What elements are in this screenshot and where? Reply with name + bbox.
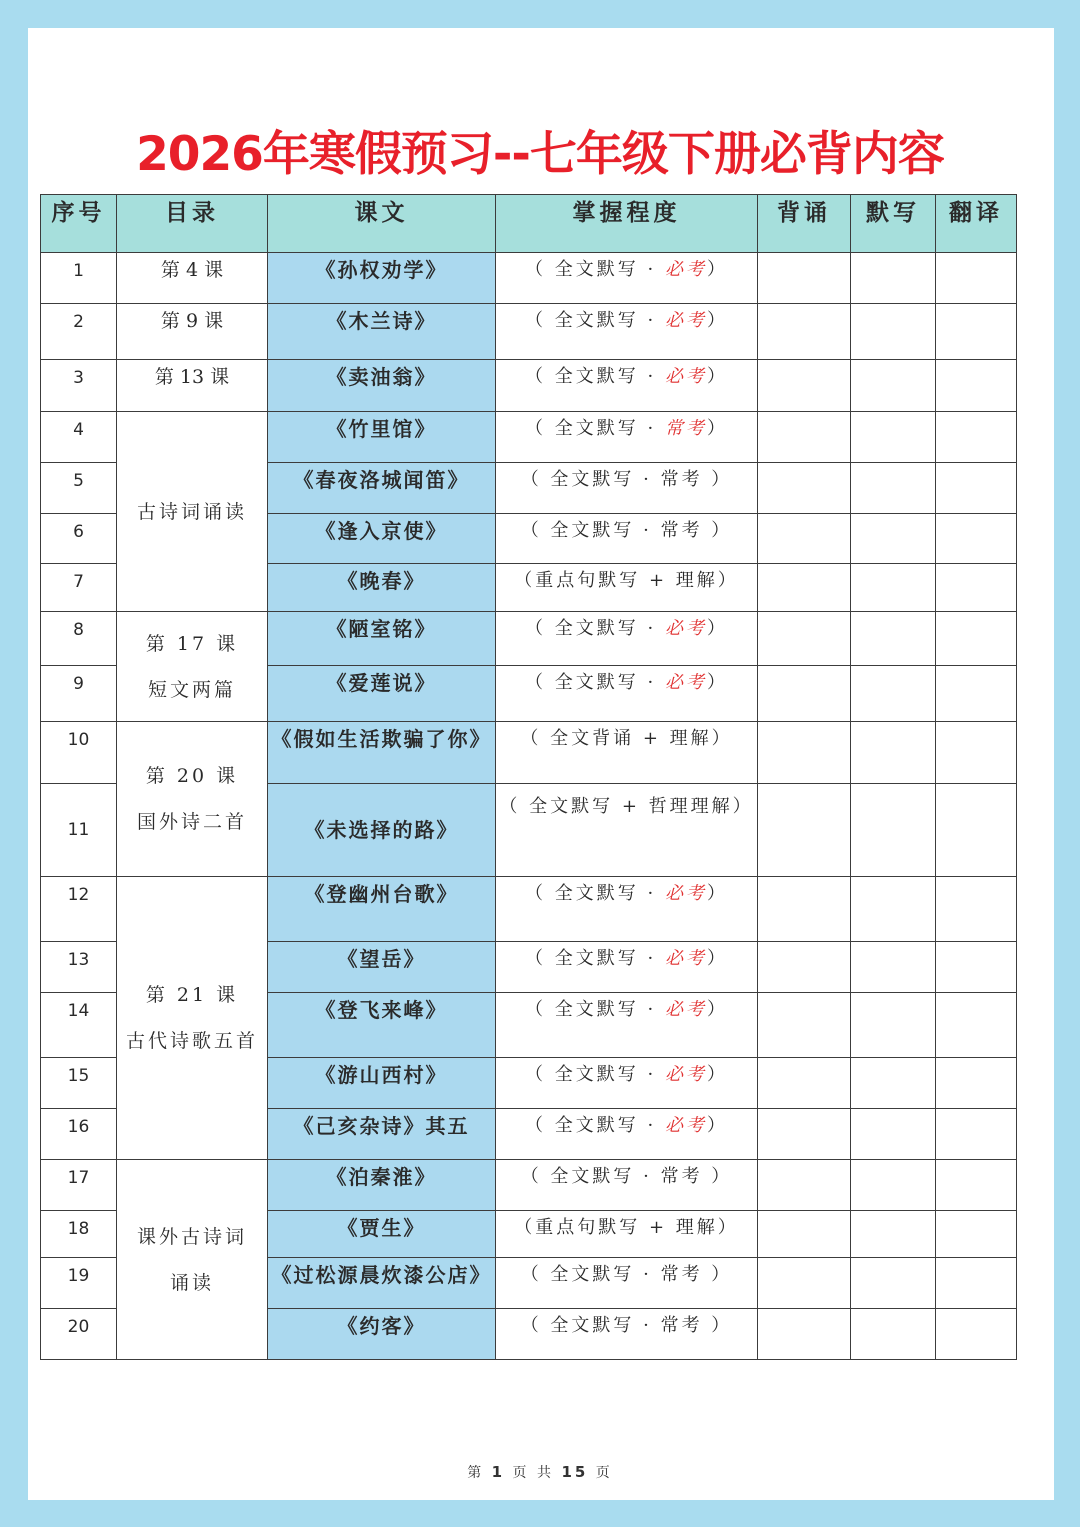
mastery-close: ）	[706, 672, 728, 693]
lesson-title: 《游山西村》	[268, 1058, 496, 1109]
mastery-close: ）	[706, 618, 728, 639]
row-number: 7	[41, 564, 117, 612]
dictation-check[interactable]	[851, 993, 936, 1058]
table-header-row	[41, 195, 1017, 253]
mastery-tag: 必考	[664, 672, 707, 693]
page-title: 2026年寒假预习--七年级下册必背内容	[136, 127, 944, 182]
row-number: 17	[41, 1160, 117, 1211]
mastery-text: （ 全文默写 ·	[525, 310, 665, 331]
lesson-title: 《泊秦淮》	[268, 1160, 496, 1211]
lesson-title: 《己亥杂诗》其五	[268, 1109, 496, 1160]
mastery-text: （ 全文默写 ·	[525, 1064, 665, 1085]
lesson-title: 《晚春》	[268, 564, 496, 612]
dictation-check[interactable]	[851, 463, 936, 514]
translate-check[interactable]	[936, 253, 1017, 304]
catalog-lesson: 课外古诗词	[136, 1225, 247, 1248]
row-number: 1	[41, 253, 117, 304]
translate-check[interactable]	[936, 612, 1017, 666]
table-row	[41, 360, 1017, 412]
header-dictation: 默写	[851, 195, 936, 253]
dictation-check[interactable]	[851, 360, 936, 412]
row-number: 10	[41, 722, 117, 784]
mastery-text: （ 全文默写 ·	[525, 1115, 665, 1136]
dictation-check[interactable]	[851, 877, 936, 942]
mastery-close: ）	[706, 366, 728, 387]
translate-check[interactable]	[936, 1309, 1017, 1360]
catalog-lesson: 第 20 课	[145, 765, 239, 787]
mastery-tag: 必考	[664, 948, 707, 969]
row-number: 5	[41, 463, 117, 514]
row-number: 2	[41, 304, 117, 360]
mastery-cell: （ 全文背诵 + 理解）	[496, 722, 758, 784]
recite-check[interactable]	[758, 463, 851, 514]
mastery-cell	[496, 304, 758, 360]
catalog-subtitle: 国外诗二首	[136, 811, 247, 833]
lesson-title: 《木兰诗》	[268, 304, 496, 360]
current-page: 1	[491, 1463, 506, 1481]
recite-check[interactable]	[758, 564, 851, 612]
mastery-close: ）	[706, 1064, 728, 1085]
mastery-text: （ 全文默写 ·	[525, 999, 665, 1020]
recitation-table	[40, 194, 1017, 1360]
mastery-close: ）	[706, 418, 728, 439]
mastery-close: ）	[706, 1115, 728, 1136]
translate-check[interactable]	[936, 877, 1017, 942]
catalog-cell	[117, 1160, 268, 1360]
header-no: 序号	[41, 195, 117, 253]
catalog-cell	[117, 612, 268, 722]
mastery-text: （ 全文默写 ·	[525, 418, 665, 439]
translate-check[interactable]	[936, 784, 1017, 877]
page-footer	[0, 1462, 1080, 1482]
recite-check[interactable]	[758, 1160, 851, 1211]
row-number: 8	[41, 612, 117, 666]
catalog-subtitle: 古代诗歌五首	[125, 1030, 258, 1052]
catalog-subtitle: 诵读	[169, 1271, 214, 1294]
row-number: 14	[41, 993, 117, 1058]
lesson-title: 《望岳》	[268, 942, 496, 993]
translate-check[interactable]	[936, 463, 1017, 514]
dictation-check[interactable]	[851, 784, 936, 877]
mastery-text: （ 全文默写 ·	[525, 618, 665, 639]
dictation-check[interactable]	[851, 942, 936, 993]
dictation-check[interactable]	[851, 564, 936, 612]
lesson-title: 《贾生》	[268, 1211, 496, 1258]
footer-middle: 页 共	[512, 1465, 554, 1481]
translate-check[interactable]	[936, 1058, 1017, 1109]
recite-check[interactable]	[758, 1058, 851, 1109]
mastery-cell: （ 全文默写 · 常考 ）	[496, 1160, 758, 1211]
lesson-title: 《卖油翁》	[268, 360, 496, 412]
recite-check[interactable]	[758, 784, 851, 877]
mastery-tag: 必考	[664, 883, 707, 904]
lesson-title: 《登飞来峰》	[268, 993, 496, 1058]
lesson-title: 《竹里馆》	[268, 412, 496, 463]
dictation-check[interactable]	[851, 1309, 936, 1360]
dictation-check[interactable]	[851, 253, 936, 304]
recite-check[interactable]	[758, 253, 851, 304]
table-row	[41, 253, 1017, 304]
mastery-cell	[496, 253, 758, 304]
mastery-cell	[496, 942, 758, 993]
table-row	[41, 877, 1017, 942]
translate-check[interactable]	[936, 722, 1017, 784]
translate-check[interactable]	[936, 993, 1017, 1058]
lesson-title: 《未选择的路》	[268, 784, 496, 877]
row-number: 9	[41, 666, 117, 722]
translate-check[interactable]	[936, 514, 1017, 564]
footer-prefix: 第	[467, 1465, 485, 1481]
row-number: 11	[41, 784, 117, 877]
footer-suffix: 页	[595, 1465, 613, 1481]
mastery-text: （ 全文默写 ·	[525, 366, 665, 387]
mastery-cell	[496, 1109, 758, 1160]
recite-check[interactable]	[758, 1258, 851, 1309]
table-row	[41, 1160, 1017, 1211]
mastery-cell: （ 全文默写 · 常考 ）	[496, 1309, 758, 1360]
lesson-title: 《约客》	[268, 1309, 496, 1360]
translate-check[interactable]	[936, 564, 1017, 612]
lesson-title: 《陋室铭》	[268, 612, 496, 666]
mastery-tag: 必考	[664, 310, 707, 331]
row-number: 13	[41, 942, 117, 993]
translate-check[interactable]	[936, 1109, 1017, 1160]
translate-check[interactable]	[936, 942, 1017, 993]
mastery-cell	[496, 877, 758, 942]
mastery-cell	[496, 612, 758, 666]
mastery-cell	[496, 666, 758, 722]
table-row	[41, 612, 1017, 666]
mastery-cell: （ 全文默写 · 常考 ）	[496, 463, 758, 514]
recite-check[interactable]	[758, 514, 851, 564]
recite-check[interactable]	[758, 1309, 851, 1360]
dictation-check[interactable]	[851, 612, 936, 666]
mastery-text: （ 全文默写 ·	[525, 672, 665, 693]
dictation-check[interactable]	[851, 412, 936, 463]
recite-check[interactable]	[758, 612, 851, 666]
mastery-cell	[496, 1058, 758, 1109]
mastery-cell: （ 全文默写 + 哲理理解）	[496, 784, 758, 877]
mastery-cell: （重点句默写 + 理解）	[496, 1211, 758, 1258]
header-recite: 背诵	[758, 195, 851, 253]
catalog-cell: 第 9 课	[117, 304, 268, 360]
translate-check[interactable]	[936, 1160, 1017, 1211]
recite-check[interactable]	[758, 360, 851, 412]
catalog-cell: 第 13 课	[117, 360, 268, 412]
dictation-check[interactable]	[851, 304, 936, 360]
row-number: 3	[41, 360, 117, 412]
mastery-tag: 常考	[664, 418, 707, 439]
mastery-close: ）	[706, 948, 728, 969]
row-number: 16	[41, 1109, 117, 1160]
mastery-cell	[496, 360, 758, 412]
dictation-check[interactable]	[851, 514, 936, 564]
mastery-cell: （ 全文默写 · 常考 ）	[496, 1258, 758, 1309]
mastery-cell	[496, 993, 758, 1058]
recite-check[interactable]	[758, 1109, 851, 1160]
dictation-check[interactable]	[851, 1211, 936, 1258]
row-number: 12	[41, 877, 117, 942]
lesson-title: 《爱莲说》	[268, 666, 496, 722]
total-pages: 15	[561, 1463, 589, 1481]
row-number: 15	[41, 1058, 117, 1109]
mastery-tag: 必考	[664, 259, 707, 280]
row-number: 6	[41, 514, 117, 564]
table-row	[41, 722, 1017, 784]
dictation-check[interactable]	[851, 666, 936, 722]
catalog-cell	[117, 722, 268, 877]
dictation-check[interactable]	[851, 722, 936, 784]
table-row	[41, 304, 1017, 360]
recite-check[interactable]	[758, 942, 851, 993]
dictation-check[interactable]	[851, 1160, 936, 1211]
mastery-close: ）	[706, 999, 728, 1020]
mastery-close: ）	[706, 310, 728, 331]
mastery-cell: （ 全文默写 · 常考 ）	[496, 514, 758, 564]
lesson-title: 《春夜洛城闻笛》	[268, 463, 496, 514]
row-number: 4	[41, 412, 117, 463]
translate-check[interactable]	[936, 1258, 1017, 1309]
mastery-close: ）	[706, 259, 728, 280]
dictation-check[interactable]	[851, 1258, 936, 1309]
row-number: 20	[41, 1309, 117, 1360]
catalog-cell	[117, 877, 268, 1160]
recite-check[interactable]	[758, 666, 851, 722]
translate-check[interactable]	[936, 666, 1017, 722]
header-lesson: 课文	[268, 195, 496, 253]
row-number: 18	[41, 1211, 117, 1258]
lesson-title: 《孙权劝学》	[268, 253, 496, 304]
recite-check[interactable]	[758, 877, 851, 942]
recite-check[interactable]	[758, 993, 851, 1058]
mastery-cell	[496, 412, 758, 463]
header-catalog: 目录	[117, 195, 268, 253]
lesson-title: 《过松源晨炊漆公店》	[268, 1258, 496, 1309]
mastery-text: （ 全文默写 ·	[525, 883, 665, 904]
mastery-close: ）	[706, 883, 728, 904]
header-translate: 翻译	[936, 195, 1017, 253]
mastery-text: （ 全文默写 ·	[525, 948, 665, 969]
translate-check[interactable]	[936, 360, 1017, 412]
lesson-title: 《登幽州台歌》	[268, 877, 496, 942]
recite-check[interactable]	[758, 304, 851, 360]
recite-check[interactable]	[758, 412, 851, 463]
mastery-tag: 必考	[664, 366, 707, 387]
mastery-tag: 必考	[664, 1115, 707, 1136]
lesson-title: 《假如生活欺骗了你》	[268, 722, 496, 784]
catalog-lesson: 第 21 课	[145, 984, 239, 1006]
lesson-title: 《逢入京使》	[268, 514, 496, 564]
recite-check[interactable]	[758, 1211, 851, 1258]
translate-check[interactable]	[936, 304, 1017, 360]
catalog-subtitle: 短文两篇	[147, 678, 236, 701]
catalog-cell: 古诗词诵读	[117, 412, 268, 612]
mastery-tag: 必考	[664, 1064, 707, 1085]
row-number: 19	[41, 1258, 117, 1309]
dictation-check[interactable]	[851, 1109, 936, 1160]
mastery-tag: 必考	[664, 618, 707, 639]
mastery-cell: （重点句默写 + 理解）	[496, 564, 758, 612]
mastery-text: （ 全文默写 ·	[525, 259, 665, 280]
translate-check[interactable]	[936, 412, 1017, 463]
dictation-check[interactable]	[851, 1058, 936, 1109]
catalog-lesson: 第 17 课	[145, 632, 239, 655]
header-mastery: 掌握程度	[496, 195, 758, 253]
recite-check[interactable]	[758, 722, 851, 784]
mastery-tag: 必考	[664, 999, 707, 1020]
catalog-cell: 第 4 课	[117, 253, 268, 304]
translate-check[interactable]	[936, 1211, 1017, 1258]
table-row	[41, 412, 1017, 463]
